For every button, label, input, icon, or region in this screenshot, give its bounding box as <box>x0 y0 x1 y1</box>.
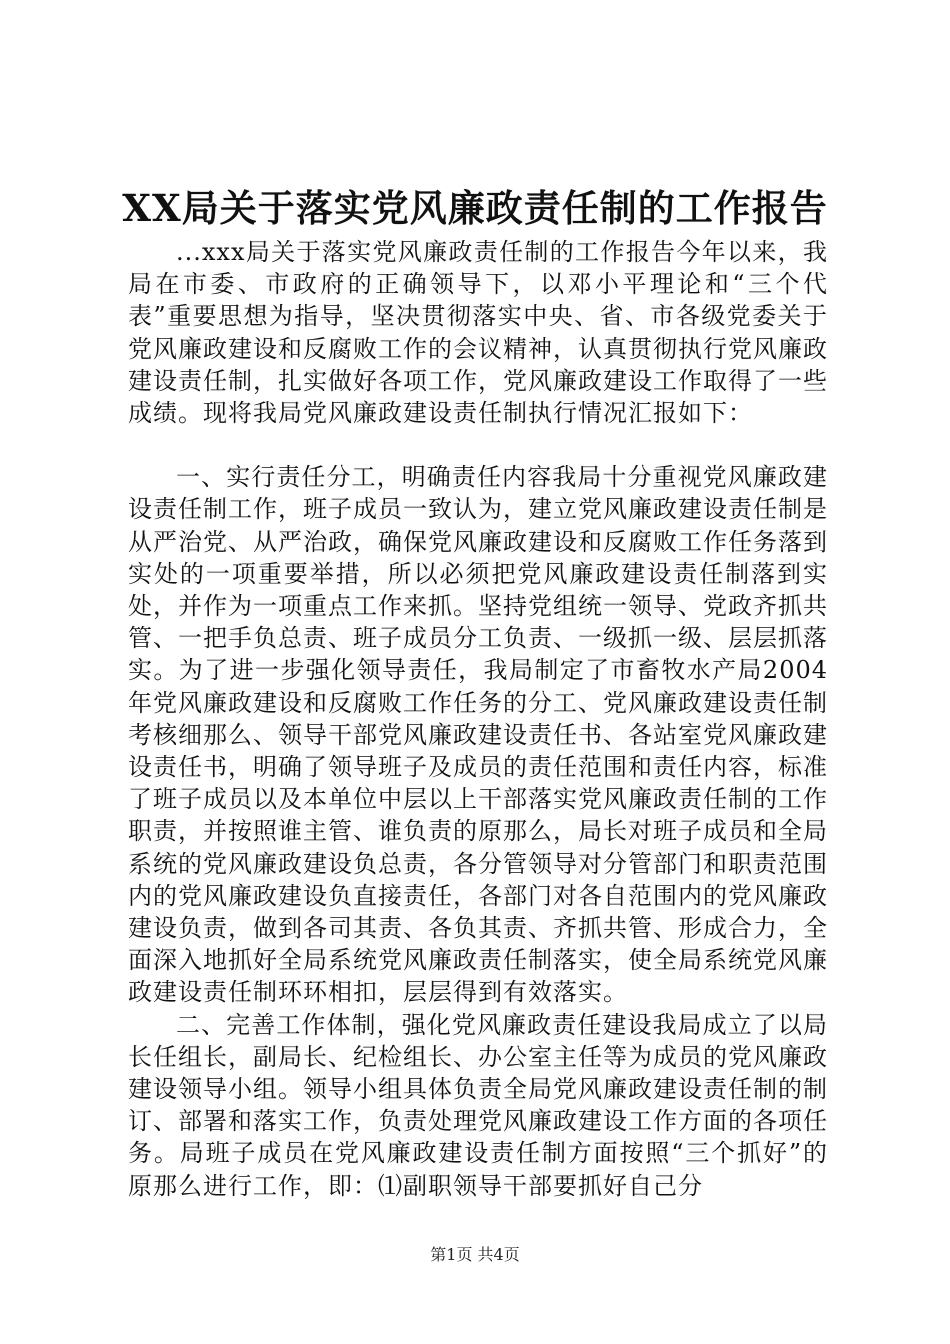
paragraph-section-two: 二、完善工作体制，强化党风廉政责任建设我局成立了以局长任组长，副局长、纪检组长、办公室主任等为成员的党风廉政建设领导小组。领导小组具体负责全局党风廉政建设责任制的制订、部署和落实工作，负责处理党风廉政建设工作方面的各项任务。局班子成员在党风廉政建设责任制方面按照“三个抓好”的原那么进行工作，即：⑴副职领导干部要抓好自己分 <box>128 1010 828 1200</box>
paragraph-section-one: 一、实行责任分工，明确责任内容我局十分重视党风廉政建设责任制工作，班子成员一致认为，建立党风廉政建设责任制是从严治党、从严治政，确保党风廉政建设和反腐败工作任务落到实处的一项重要举措，所以必须把党风廉政建设责任制落到实处，并作为一项重点工作来抓。坚持党组统一领导、党政齐抓共管、一把手负总责、班子成员分工负责、一级抓一级、层层抓落实。为了进一步强化领导责任，我局制定了市畜牧水产局2004年党风廉政建设和反腐败工作任务的分工、党风廉政建设责任制考核细那么、领导干部党风廉政建设责任书、各站室党风廉政建设责任书，明确了领导班子及成员的责任范围和责任内容，标准了班子成员以及本单位中层以上干部落实党风廉政责任制的工作职责，并按照谁主管、谁负责的原那么，局长对班子成员和全局系统的党风廉政建设负总责，各分管领导对分管部门和职责范围内的党风廉政建设负直接责任，各部门对各自范围内的党风廉政建设负责，做到各司其责、各负其责、齐抓共管、形成合力，全面深入地抓好全局系统党风廉政责任制落实，使全局系统党风廉政建设责任制环环相扣，层层得到有效落实。 <box>128 463 828 1007</box>
document-title: XX局关于落实党风廉政责任制的工作报告 <box>122 186 828 230</box>
page-footer: 第1页 共4页 <box>430 1245 520 1264</box>
document-body <box>128 236 828 1202</box>
paragraph-intro: ...xxx局关于落实党风廉政责任制的工作报告今年以来，我局在市委、市政府的正确领导下，以邓小平理论和“三个代表”重要思想为指导，坚决贯彻落实中央、省、市各级党委关于党风廉政建设和反腐败工作的会议精神，认真贯彻执行党风廉政建设责任制，扎实做好各项工作，党风廉政建设工作取得了一些成绩。现将我局党风廉政建设责任制执行情况汇报如下： <box>128 238 828 428</box>
